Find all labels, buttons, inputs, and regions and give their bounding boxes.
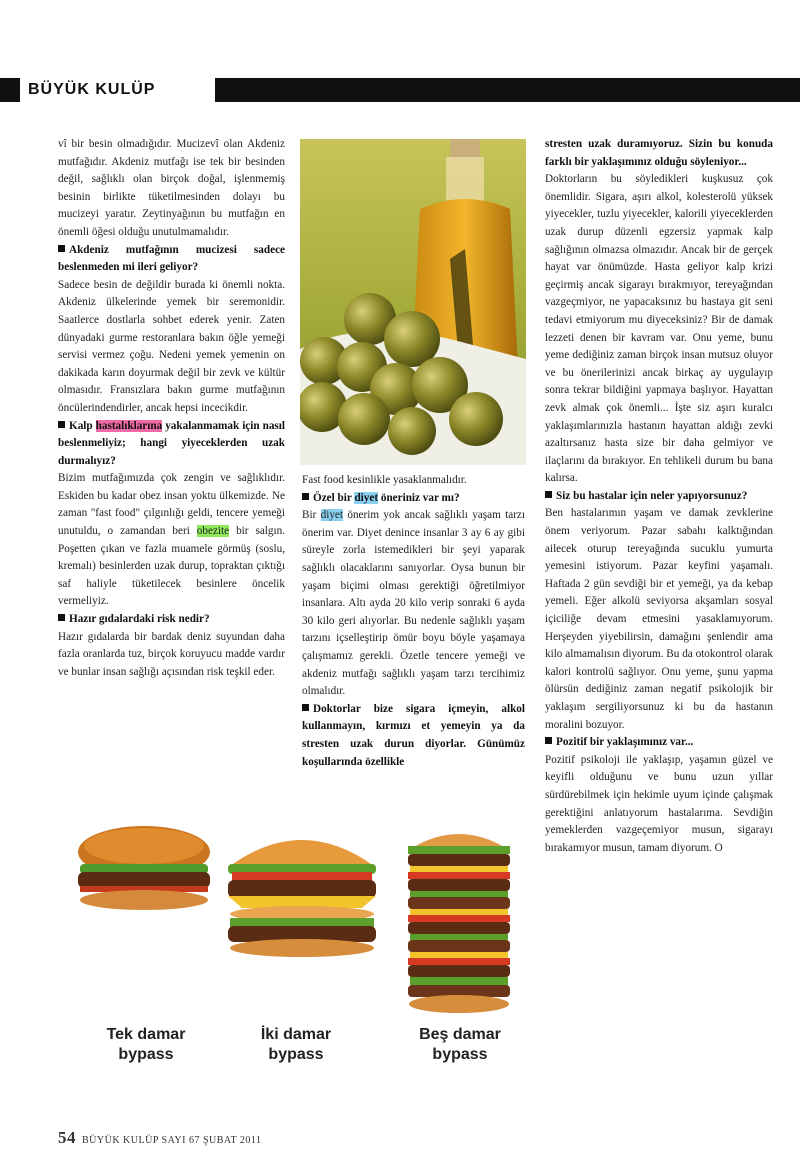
highlight-blue: diyet [320,509,344,522]
paragraph: Bizim mutfağımızda çok zengin ve sağlıklıdır. Eskiden bu kadar obez insan yoktu ülkemizde. Ne zaman "fast food" çılgınlığı geldi, tencere yemeği unutuldu, o zamandan beri obezite bir salgın. Poşetten çıkan ve fazla muamele görmüş (soslu, kremalı) besinlerden uzak durup, topraktan çıktığı saf haliyle tüketilecek besinlere öncelik vermeliyiz. [58,472,285,608]
burger-double-image [222,824,382,959]
question-continued: stresten uzak duramıyoruz. Sizin bu konuda farklı bir yaklaşımınız olduğu söyleniyor... [545,138,773,168]
question: Siz bu hastalar için neler yapıyorsunuz? [545,488,773,506]
section-title: BÜYÜK KULÜP [28,81,156,98]
highlight-green: obezite [196,525,230,538]
highlight-blue: diyet [354,491,379,504]
column-2 [302,472,525,771]
paragraph: Ben hastalarımın yaşam ve damak zevklerine önem veriyorum. Pazar sabahı kalktığından ailecek oturup tereyağında sucuklu yumurta yemesini istiyorum. Pazar keyfini yaşamalı. Haftada 2 gün sevdiği bir et yemeği, ya da kebap yemeli. Eğer alkolü seviyorsa akşamları sosyal içiciliğe devam etmesini yasaklamıyorum. Herşeyden yiyebilirsin, damağını şenlendir ama kilo almamalısın diyorum. Bu da otokontrol olarak kalori kontrolü sağlıyor. Onu yeme, şunu yapma ölürsün dediğiniz zaman negatif psikolojik bir yaklaşım sergiliyorsunuz ki bu da hastanın moralini bozuyor. [545,507,773,731]
footer-issue: BÜYÜK KULÜP SAYI 67 ŞUBAT 2011 [82,1135,262,1146]
bullet-square-icon [545,491,552,498]
olive-oil-photo [300,139,526,465]
section-header-band [0,78,800,102]
caption-quintuple-bypass: Beş damar bypass [419,1026,501,1063]
page-number: 54 [58,1128,76,1147]
paragraph: Doktorların bu söyledikleri kuşkusuz çok önemlidir. Sigara, aşırı alkol, kolesterolü yüksek yiyecekler, tuzlu yiyecekler, kalorili yiyeceklerden uzak durup düzenli egzersiz yapmak kalp sağlığının olmazsa olmazıdır. Ancak bir de gerçek hayat var önümüzde. Hasta geliyor kalp krizi geçirmiş ancak sigarayı bırakmıyor, tereyağından vazgeçmiyor, ne yapacaksınız bu hastaya git seni tedavi etmiyorum mu diyeceksiniz? Bir de damak lezzeti denen bir kavram var. Onu yeme, bunu yeme dediğiniz zaman birçok insan mutsuz oluyor ve bu önerilerinizi ancak birkaç ay uygulayıp sonra tekrar bildiğini yapmaya başlıyor. Hayattan zevk almak çok önemli... İşte siz aşırı kuralcı yaklaşımlarınızla hastanın hayattan aldığı zevki azaltırsanız hasta size bir daha gelmiyor ve ilaçlarını da bırakıyor. En tehlikeli durum bu bana kalırsa. [545,173,773,485]
column-3 [545,136,773,857]
question: Doktorlar bize sigara içmeyin, alkol kullanmayın, kırmızı et yemeyin ya da stresten uzak durun diyorlar. Günümüz koşullarında özellikle [302,702,525,768]
paragraph: Sadece besin de değildir burada ki önemli nokta. Akdeniz ülkelerinde yemek bir seremonidir. Saatlerce dostlarla sohbet ederek yenir. Zaten dünyadaki gurme restoranlara bakın öğle yemeği servisi vermez çoğu. Nedeni yemek yemenin on dakikada karın doyurmak değil bir zevk ve kültür olmasıdır. Fransızlara bakın gurme mutfağının öncülerindendirler, ancak hepsi incecikdir. [58,278,285,414]
paragraph: vî bir besin olmadığıdır. Mucizevî olan Akdeniz mutfağıdır. Akdeniz mutfağı ise tek bir besinden değil, sağlıklı olan birçok doğal, işlenmemiş besinin birlikte tüketilmesinden dolayı bu mucizeyi yaratır. Zeytinyağının bu mutfağın en önemli öğesi olduğu unutulmamalıdır. [58,138,285,238]
paragraph: Pozitif psikoloji ile yaklaşıp, yaşamın güzel ve keyifli olduğunu ve bunu uzun yıllar sürdürebilmek için hekimle uyum içinde çalışmak gerektiğini anlatıyorum hastalarıma. Sevdiğin yemeklerden vazgeçemiyor musun, sigarayı bırakamıyor musun, tamam diyorum. O [545,753,773,854]
bullet-square-icon [302,493,309,500]
paragraph: Bir diyet önerim yok ancak sağlıklı yaşam tarzı önerim var. Diyet denince insanlar 3 ay 6 ay gibi süreyle zorla istemedikleri bir şeyi yaparak sağlıklı olacaklarını sanıyorlar. Oysa bunun bir yaşam biçimi olması gerektiği öğretilmiyor insanlara. Altı ayda 20 kilo verip sonraki 6 ayda 30 kilo geri alıyorlar. Bu nedenle sağlıklı yaşam tarzını içselleştirip ömür boyu böyle yaşamaya çalışmamız gerekli. Özetle tencere yemeği ve akdeniz mutfağı sağlıklı yaşam tarzı tercihimiz olmalıdır. [302,509,525,698]
bullet-square-icon [302,704,309,711]
column-1 [58,136,285,681]
question: Kalp hastalıklarına yakalanmamak için nasıl beslenmeliyiz; hangi yiyeceklerden uzak durmalıyız? [58,419,285,467]
bullet-square-icon [545,737,552,744]
paragraph: Fast food kesinlikle yasaklanmalıdır. [302,474,467,486]
caption-single-bypass: Tek damar bypass [106,1026,186,1063]
question: Pozitif bir yaklaşımınız var... [545,734,773,752]
bullet-square-icon [58,614,65,621]
question: Akdeniz mutfağının mucizesi sadece beslenmeden mi ileri geliyor? [58,243,285,274]
bullet-square-icon [58,245,65,252]
burger-single-image [74,824,214,914]
bullet-square-icon [58,421,65,428]
burger-quintuple-image [404,826,514,1014]
question: Hazır gıdalardaki risk nedir? [58,611,285,629]
paragraph: Hazır gıdalarda bir bardak deniz suyundan daha fazla oranlarda tuz, birçok koruyucu madde vardır ve bunlar insan sağlığı açısından risk teşkil eder. [58,630,285,678]
page-footer [58,1128,262,1148]
highlight-pink: hastalıklarına [95,419,163,432]
question: Özel bir diyet öneriniz var mı? [302,490,525,508]
caption-double-bypass: İki damar bypass [260,1026,332,1063]
